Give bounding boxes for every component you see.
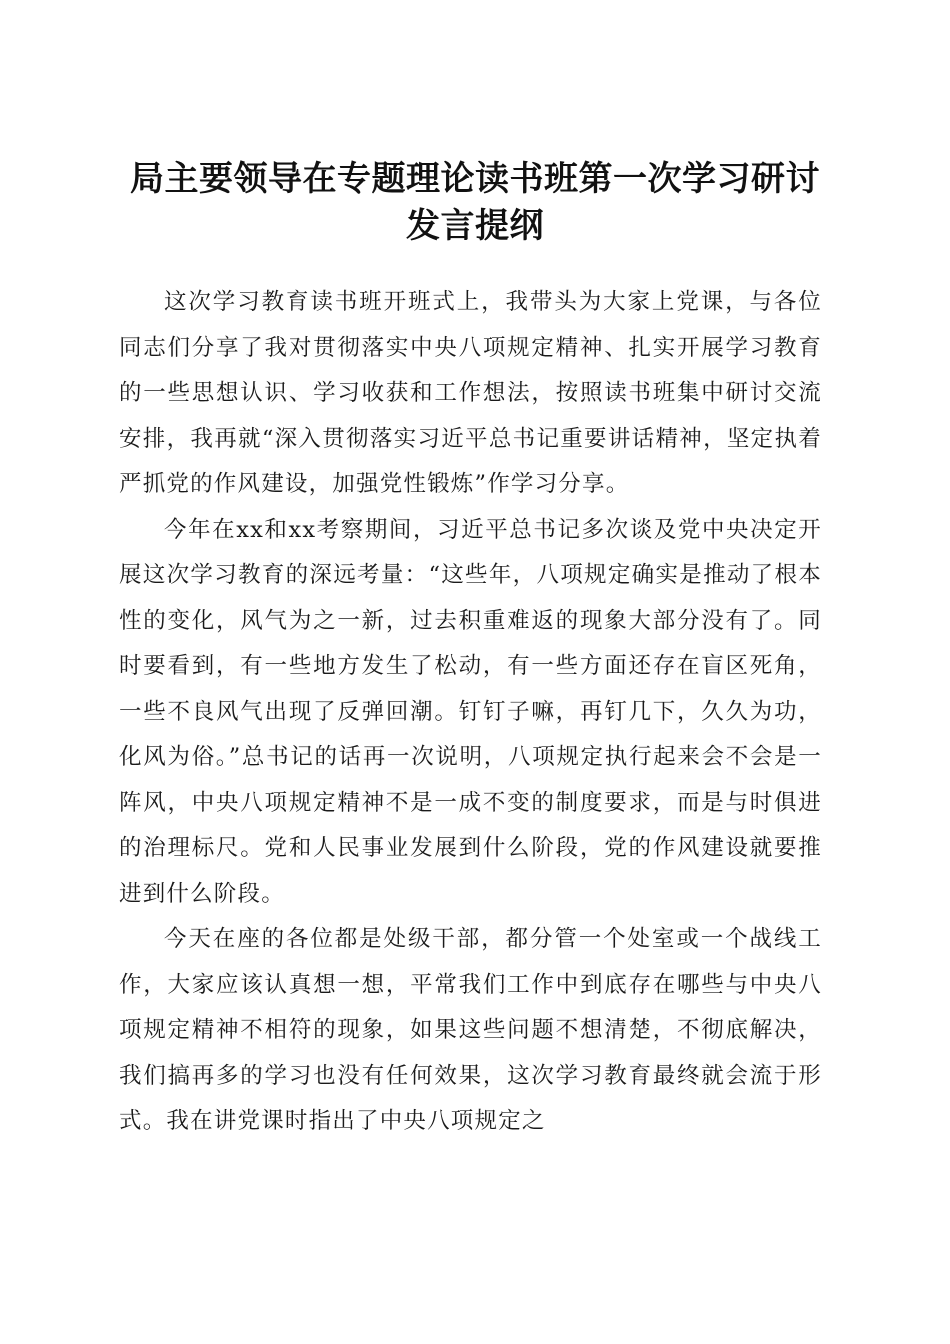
paragraph-1: 这次学习教育读书班开班式上，我带头为大家上党课，与各位同志们分享了我对贯彻落实中央八项规定精神、扎实开展学习教育的一些思想认识、学习收获和工作想法，按照读书班集中研讨交流安排，我再就“深入贯彻落实习近平总书记重要讲话精神，坚定执着严抓党的作风建设，加强党性锻炼”作学习分享。 — [119, 289, 822, 497]
document-body — [119, 280, 822, 1145]
paragraph-3: 今天在座的各位都是处级干部，都分管一个处室或一个战线工作，大家应该认真想一想，平常我们工作中到底存在哪些与中央八项规定精神不相符的现象，如果这些问题不想清楚，不彻底解决，我们搞再多的学习也没有任何效果，这次学习教育最终就会流于形式。我在讲党课时指出了中央八项规定之 — [119, 926, 822, 1134]
title-line-2: 发言提纲 — [406, 205, 544, 246]
title-line-1: 局主要领导在专题理论读书班第一次学习研讨 — [130, 158, 820, 199]
document-title — [100, 156, 850, 250]
paragraph-2: 今年在xx和xx考察期间，习近平总书记多次谈及党中央决定开展这次学习教育的深远考量：“这些年，八项规定确实是推动了根本性的变化，风气为之一新，过去积重难返的现象大部分没有了。同时要看到，有一些地方发生了松动，有一些方面还存在盲区死角，一些不良风气出现了反弹回潮。钉钉子嘛，再钉几下，久久为功，化风为俗。”总书记的话再一次说明，八项规定执行起来会不会是一阵风，中央八项规定精神不是一成不变的制度要求，而是与时俱进的治理标尺。党和人民事业发展到什么阶段，党的作风建设就要推进到什么阶段。 — [119, 516, 822, 907]
